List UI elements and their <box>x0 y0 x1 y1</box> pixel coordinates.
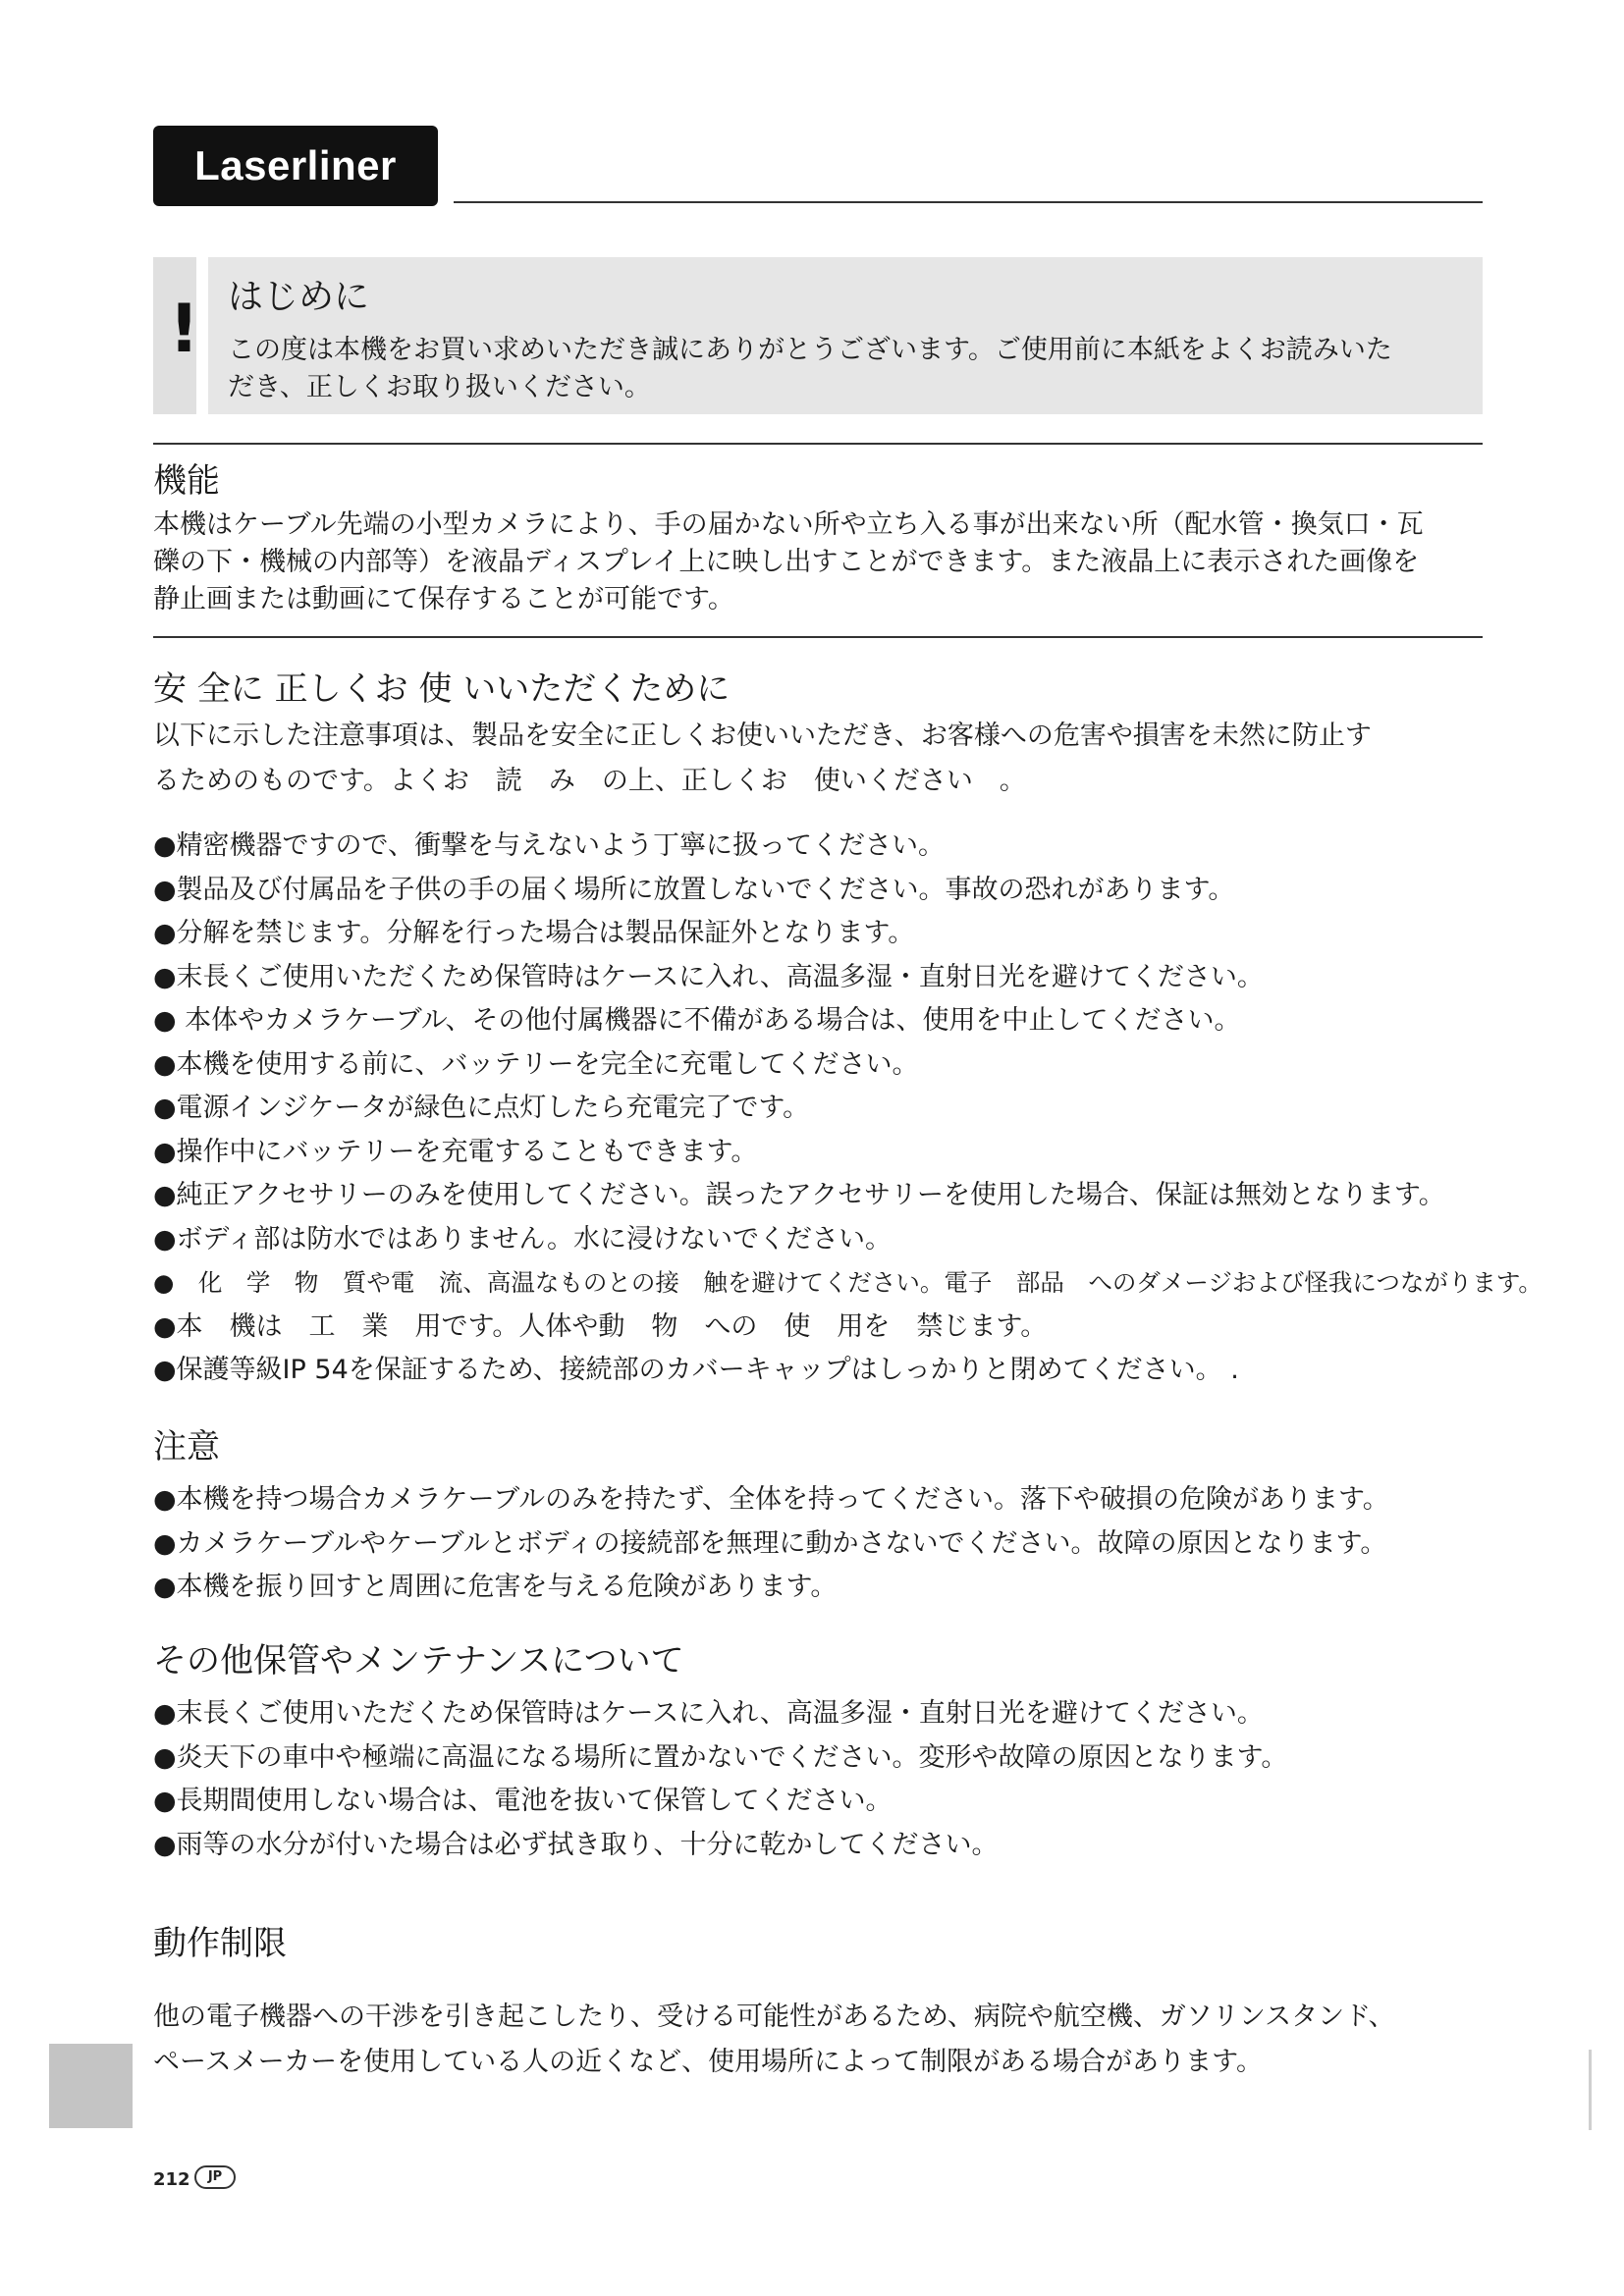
list-item: ●本 機は 工 業 用です。人体や動 物 への 使 用を 禁じます。 <box>153 1310 1048 1342</box>
maintenance-list <box>153 1692 1287 1867</box>
safety-intro <box>153 714 1528 804</box>
list-item: ●電源インジケータが緑色に点灯したら充電完了です。 <box>153 1093 810 1123</box>
restrictions-heading: 動作制限 <box>153 1924 287 1963</box>
features-line: 静止画または動画にて保存することが可能です。 <box>153 584 734 614</box>
logo-text: Laserliner <box>194 142 397 188</box>
intro-text <box>228 332 1465 406</box>
exclamation-icon: ! <box>169 291 200 368</box>
list-item: ●精密機器ですので、衝撃を与えないよう丁寧に扱ってください。 <box>153 830 946 861</box>
margin-mark <box>1589 2050 1592 2130</box>
list-item: ●末長くご使用いただくため保管時はケースに入れ、高温多湿・直射日光を避けてください。 <box>153 961 1264 992</box>
caution-heading: 注意 <box>153 1427 220 1467</box>
safety-intro-line: 以下に示した注意事項は、製品を安全に正しくお使いいただき、お客様への危害や損害を未然に防止す <box>153 721 1372 751</box>
list-item: ● 化 学 物 質や電 流、高温なものとの接 触を避けてください。電子 部品 へのダメージおよび怪我につながります。 <box>153 1268 1543 1297</box>
list-item: ●保護等級IP 54を保証するため、接続部のカバーキャップはしっかりと閉めてください。 . <box>153 1355 1239 1385</box>
list-item: ●末長くご使用いただくため保管時はケースに入れ、高温多湿・直射日光を避けてください。 <box>153 1698 1264 1729</box>
list-item: ●本機を振り回すと周囲に危害を与える危険があります。 <box>153 1572 838 1602</box>
laserliner-logo <box>153 126 438 206</box>
features-heading: 機能 <box>153 461 220 501</box>
intro-line: この度は本機をお買い求めいただき誠にありがとうございます。ご使用前に本紙をよくお読みいた <box>228 335 1392 365</box>
safety-heading: 安 全に 正しくお 使 いいただくために <box>153 669 731 709</box>
section-rule <box>153 636 1483 638</box>
page-number: 212 <box>153 2169 190 2190</box>
features-line: 本機はケーブル先端の小型カメラにより、手の届かない所や立ち入る事が出来ない所（配水管・換気口・瓦 <box>153 509 1424 540</box>
list-item: ●長期間使用しない場合は、電池を抜いて保管してください。 <box>153 1786 893 1816</box>
section-rule <box>153 443 1483 445</box>
features-line: 礫の下・機械の内部等）を液晶ディスプレイ上に映し出すことができます。また液晶上に表示された画像を <box>153 547 1420 577</box>
restrictions-line: 他の電子機器への干渉を引き起こしたり、受ける可能性があるため、病院や航空機、ガソリンスタンド、 <box>153 2002 1395 2032</box>
safety-list <box>153 825 1543 1393</box>
list-item: ●純正アクセサリーのみを使用してください。誤ったアクセサリーを使用した場合、保証は無効となります。 <box>153 1180 1445 1210</box>
header-rule <box>454 201 1483 203</box>
list-item: ●分解を禁じます。分解を行った場合は製品保証外となります。 <box>153 918 915 948</box>
restrictions-text <box>153 1995 1528 2085</box>
page-edge-tab <box>49 2044 133 2128</box>
list-item: ●製品及び付属品を子供の手の届く場所に放置しないでください。事故の恐れがあります。 <box>153 874 1235 905</box>
list-item: ●炎天下の車中や極端に高温になる場所に置かないでください。変形や故障の原因となります。 <box>153 1741 1288 1773</box>
list-item: ●本機を使用する前に、バッテリーを完全に充電してください。 <box>153 1048 919 1080</box>
language-badge: JP <box>194 2165 236 2189</box>
list-item: ●操作中にバッテリーを充電することもできます。 <box>153 1136 758 1167</box>
list-item: ●雨等の水分が付いた場合は必ず拭き取り、十分に乾かしてください。 <box>153 1829 999 1860</box>
maintenance-heading: その他保管やメンテナンスについて <box>153 1641 684 1681</box>
list-item: ●カメラケーブルやケーブルとボディの接続部を無理に動かさないでください。故障の原因となります。 <box>153 1527 1387 1559</box>
list-item: ● 本体やカメラケーブル、その他付属機器に不備がある場合は、使用を中止してください。 <box>153 1005 1241 1036</box>
features-text <box>153 507 1528 618</box>
intro-notice-box <box>153 257 1483 414</box>
intro-line: だき、正しくお取り扱いください。 <box>228 372 651 402</box>
list-item: ●ボディ部は防水ではありません。水に浸けないでください。 <box>153 1223 893 1255</box>
safety-intro-line: るためのものです。よくお 読 み の上、正しくお 使いください 。 <box>153 766 1026 796</box>
list-item: ●本機を持つ場合カメラケーブルのみを持たず、全体を持ってください。落下や破損の危険があります。 <box>153 1484 1389 1515</box>
restrictions-line: ペースメーカーを使用している人の近くなど、使用場所によって制限がある場合があります。 <box>153 2047 1263 2077</box>
caution-list <box>153 1478 1389 1610</box>
intro-title: はじめに <box>228 277 370 317</box>
